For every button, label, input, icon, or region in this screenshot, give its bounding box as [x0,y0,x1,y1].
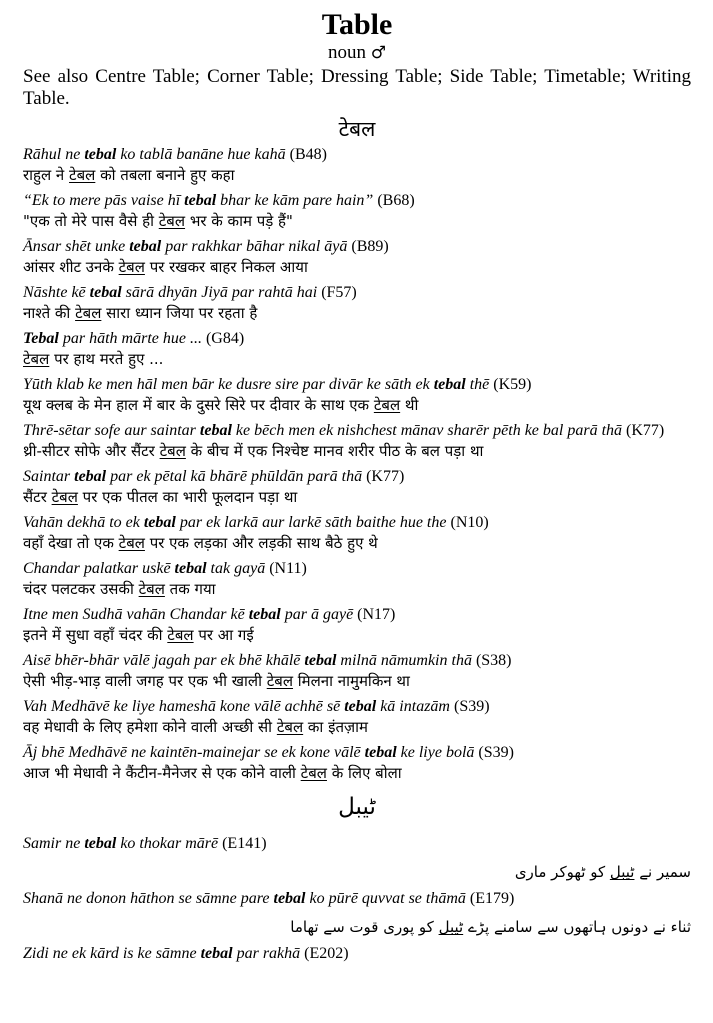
hindi-text: आंसर शीट उनके [23,258,119,276]
translit-text: Vahān dekhā to ek [23,514,144,531]
hindi-line [23,671,691,692]
example-entry [23,743,691,784]
source-ref: (K77) [622,422,665,439]
urdu-section-heading: ٹیبل [338,794,376,820]
keyword-translit: tebal [344,698,377,715]
keyword-hindi: टेबल [51,488,78,506]
source-ref: (S38) [471,652,512,669]
pos-label: noun [328,42,366,63]
hindi-text: आज भी मेधावी ने कैंटीन-मैनेजर से एक कोने वाली [23,764,301,782]
hindi-line [23,165,691,186]
translit-text: Āj bhē Medhāvē ne kaintēn-mainejar se ek kone vālē [23,744,365,761]
translit-text: par rakhkar bāhar nikal āyā [161,238,348,255]
urdu-text: کو ٹھوکر ماری [514,863,610,881]
example-entry [23,145,691,186]
hindi-text: चंदर पलटकर उसकी [23,580,139,598]
source-ref: (S39) [474,744,514,761]
male-gender-icon: ♂ [370,43,386,63]
translit-text: Samir ne [23,835,85,852]
hindi-text: के लिए बोला [326,764,402,782]
source-ref: (F57) [317,284,357,301]
transliteration-line [23,513,691,533]
keyword-hindi: टेबल [118,534,145,552]
transliteration-line [23,559,691,579]
example-entry [23,421,691,462]
urdu-text: ثناء نے دونوں ہاتھوں سے سامنے پڑے [463,918,691,936]
hindi-text: वह मेधावी के लिए हमेशा कोने वाली अच्छी सी [23,718,277,736]
source-ref: (N11) [265,560,307,577]
translit-text: par ek pētal kā bhārē phūldān parā thā [106,468,363,485]
translit-text: Aisē bhēr-bhār vālē jagah par ek bhē khālē [23,652,305,669]
example-entry [23,191,691,232]
example-entry [23,283,691,324]
translit-text: tak gayā [206,560,266,577]
hindi-line [23,395,691,416]
translit-text: par rakhā [232,945,301,962]
urdu-line [23,860,691,884]
keyword-translit: tebal [200,945,233,962]
hindi-line [23,257,691,278]
keyword-urdu: ٹیبل [438,918,464,936]
translit-text: ko tablā banāne hue kahā [116,146,286,163]
example-entry [23,605,691,646]
keyword-translit: tebal [129,238,162,255]
translit-text: Ānsar shēt unke [23,238,130,255]
keyword-translit: tebal [89,284,122,301]
source-ref: (K59) [489,376,532,393]
hindi-text: सारा ध्यान जिया पर रहता है [101,304,258,322]
urdu-line [23,915,691,939]
hindi-text: राहुल ने [23,166,70,184]
hindi-text: थ्री-सीटर सोफे और सैंटर [23,442,160,460]
source-ref: (B48) [285,146,327,163]
urdu-text: کو پوری قوت سے تھاما [290,918,439,936]
hindi-text: के बीच में एक निश्चेष्ट मानव शरीर पीठ के बल पड़ा था [185,442,484,460]
keyword-hindi: टेबल [23,350,50,368]
source-ref: (E141) [218,835,267,852]
source-ref: (S39) [449,698,490,715]
keyword-translit: tebal [199,422,232,439]
keyword-translit: tebal [184,192,217,209]
source-ref: (N10) [446,514,489,531]
example-entry [23,834,691,884]
translit-text: ko thokar mārē [116,835,219,852]
hindi-text: सैंटर [23,488,52,506]
part-of-speech [23,42,691,64]
hindi-text: वहाँ देखा तो एक [23,534,119,552]
translit-text: sārā dhyān Jiyā par rahtā hai [121,284,318,301]
hindi-text: पर हाथ मरते हुए ... [49,350,164,368]
keyword-hindi: टेबल [118,258,145,276]
keyword-hindi: टेबल [69,166,96,184]
see-also-note: See also Centre Table; Corner Table; Dressing Table; Side Table; Timetable; Writing Table. [23,66,691,109]
transliteration-line [23,605,691,625]
transliteration-line [23,651,691,671]
keyword-translit: tebal [84,146,117,163]
hindi-line [23,579,691,600]
keyword-hindi: टेबल [138,580,165,598]
example-entry [23,329,691,370]
translit-text: bhar ke kām pare hain” [216,192,374,209]
example-entry [23,467,691,508]
keyword-translit: tebal [273,890,306,907]
transliteration-line [23,191,691,211]
source-ref: (N17) [353,606,396,623]
transliteration-line [23,743,691,763]
source-ref: (K77) [362,468,405,485]
hindi-text: पर एक पीतल का भारी फूलदान पड़ा था [77,488,298,506]
keyword-translit: Tebal [23,330,59,347]
hindi-text: भर के काम पड़े हैं" [185,212,293,230]
transliteration-line [23,145,691,165]
example-entry [23,944,691,964]
keyword-translit: tebal [143,514,176,531]
keyword-translit: tebal [304,652,337,669]
hindi-text: का इंतज़ाम [303,718,368,736]
hindi-text: को तबला बनाने हुए कहा [95,166,235,184]
example-entry [23,513,691,554]
source-ref: (E179) [465,890,515,907]
example-entry [23,697,691,738]
hindi-line [23,487,691,508]
hindi-text: पर एक लड़का और लड़की साथ बैठे हुए थे [144,534,378,552]
keyword-hindi: टेबल [158,212,186,230]
keyword-hindi: टेबल [167,626,194,644]
translit-text: Yūth klab ke men hāl men bār ke dusre sire par divār ke sāth ek [23,376,434,393]
hindi-examples-list [23,145,691,784]
transliteration-line [23,834,691,854]
hindi-line [23,349,691,370]
hindi-text: इतने में सुधा वहाँ चंदर की [23,626,168,644]
keyword-urdu: ٹیبل [609,863,635,881]
translit-text: par hāth mārte hue ... [58,330,202,347]
source-ref: (B68) [373,192,415,209]
hindi-line [23,533,691,554]
example-entry [23,889,691,939]
keyword-translit: tebal [364,744,397,761]
example-entry [23,237,691,278]
keyword-hindi: टेबल [276,718,304,736]
hindi-text: पर रखकर बाहर निकल आया [144,258,308,276]
translit-text: Nāshte kē [23,284,90,301]
translit-text: ko pūrē quvvat se thāmā [305,890,466,907]
source-ref: (G84) [201,330,245,347]
hindi-line [23,717,691,738]
transliteration-line [23,467,691,487]
translit-text: milnā nāmumkin thā [336,652,472,669]
urdu-examples-list [23,834,691,964]
transliteration-line [23,944,691,964]
hindi-line [23,211,691,232]
translit-text: par ā gayē [280,606,354,623]
source-ref: (B89) [347,238,389,255]
transliteration-line [23,283,691,303]
example-entry [23,375,691,416]
translit-text: kā intazām [376,698,450,715]
transliteration-line [23,421,691,441]
keyword-translit: tebal [84,835,117,852]
example-entry [23,559,691,600]
hindi-text: "एक तो मेरे पास वैसे ही [23,212,159,230]
transliteration-line [23,697,691,717]
transliteration-line [23,375,691,395]
urdu-text: سمیر نے [634,863,691,881]
hindi-text: मिलना नामुमकिन था [293,672,410,690]
hindi-text: यूथ क्लब के मेन हाल में बार के दुसरे सिरे पर दीवार के साथ एक [23,396,374,414]
translit-text: thē [465,376,490,393]
keyword-translit: tebal [174,560,207,577]
hindi-text: थी [400,396,419,414]
keyword-hindi: टेबल [373,396,401,414]
hindi-line [23,625,691,646]
translit-text: Shanā ne donon hāthon se sāmne pare [23,890,274,907]
translit-text: “Ek to mere pās vaise hī [23,192,185,209]
transliteration-line [23,889,691,909]
hindi-text: पर आ गई [193,626,254,644]
hindi-section-heading: टेबल [338,117,376,141]
translit-text: ke liye bolā [396,744,475,761]
translit-text: Thrē-sētar sofe aur saintar [23,422,200,439]
translit-text: Saintar [23,468,75,485]
keyword-translit: tebal [433,376,466,393]
keyword-hindi: टेबल [75,304,102,322]
translit-text: par ek larkā aur larkē sāth baithe hue the [175,514,447,531]
translit-text: ke bēch men ek nishchest mānav sharēr pēth ke bal parā thā [231,422,623,439]
keyword-translit: tebal [74,468,107,485]
translit-text: Itne men Sudhā vahān Chandar kē [23,606,249,623]
keyword-hindi: टेबल [266,672,294,690]
keyword-translit: tebal [248,606,281,623]
source-ref: (E202) [300,945,349,962]
hindi-text: तक गया [164,580,216,598]
transliteration-line [23,237,691,257]
keyword-hindi: टेबल [300,764,327,782]
hindi-line [23,763,691,784]
translit-text: Chandar palatkar uskē [23,560,175,577]
transliteration-line [23,329,691,349]
translit-text: Zidi ne ek kārd is ke sāmne [23,945,201,962]
hindi-text: नाश्ते की [23,304,76,322]
hindi-line [23,441,691,462]
headword: Table [321,8,393,41]
hindi-text: ऐसी भीड़-भाड़ वाली जगह पर एक भी खाली [23,672,267,690]
translit-text: Vah Medhāvē ke liye hameshā kone vālē achhē sē [23,698,345,715]
example-entry [23,651,691,692]
keyword-hindi: टेबल [159,442,186,460]
hindi-line [23,303,691,324]
translit-text: Rāhul ne [23,146,85,163]
